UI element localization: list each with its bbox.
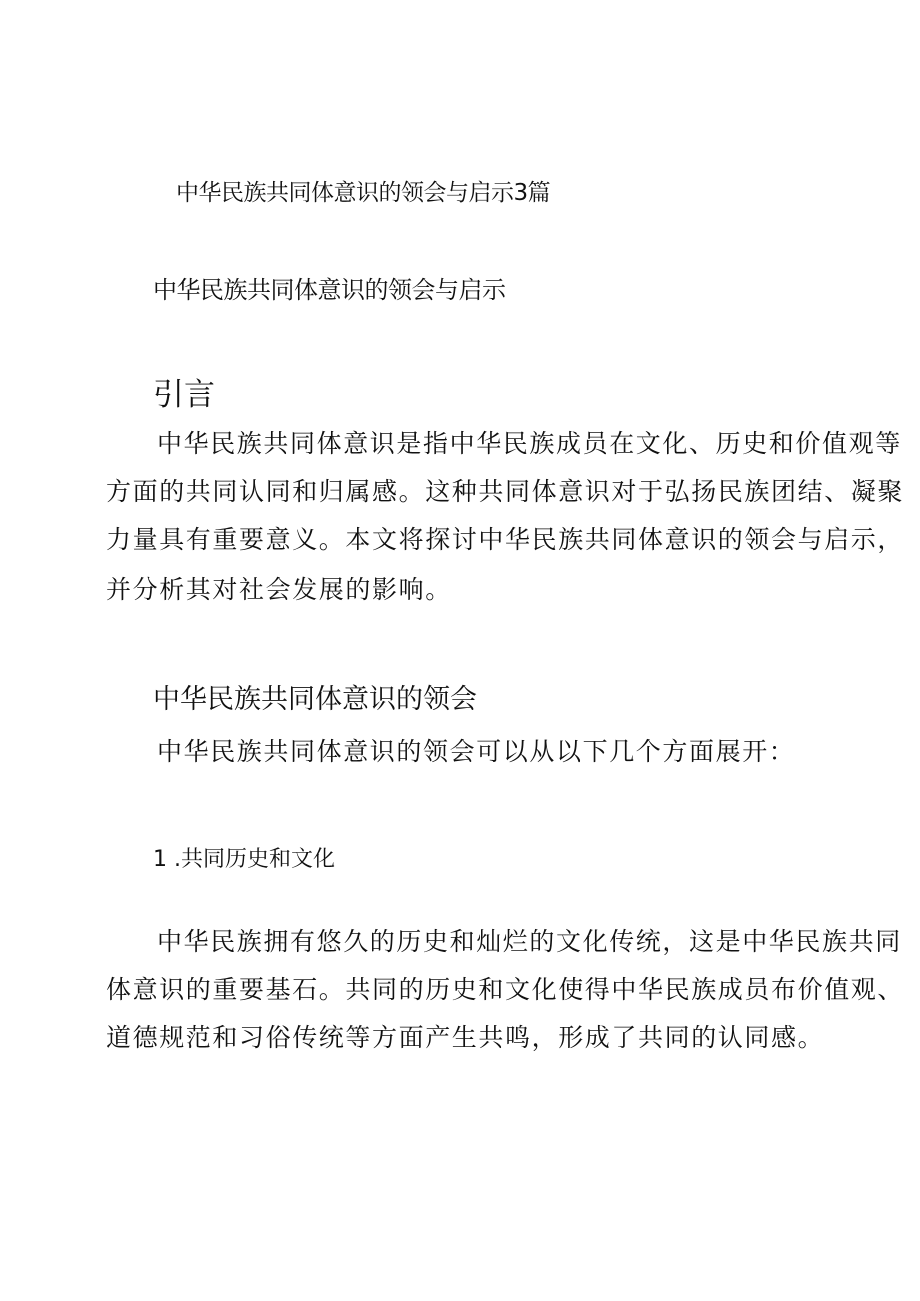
subsection-line-2: 体意识的重要基石。共同的历史和文化使得中华民族成员布价值观、 bbox=[106, 975, 905, 1004]
section-line-1: 中华民族共同体意识的领会可以从以下几个方面展开： bbox=[157, 737, 796, 766]
document-subtitle: 中华民族共同体意识的领会与启示 bbox=[153, 276, 506, 304]
subsection-line-3: 道德规范和习俗传统等方面产生共鸣，形成了共同的认同感。 bbox=[106, 1023, 825, 1052]
intro-line-3: 力量具有重要意义。本文将探讨中华民族共同体意识的领会与启示， bbox=[106, 525, 905, 554]
intro-line-4: 并分析其对社会发展的影响。 bbox=[106, 575, 452, 604]
section-heading: 中华民族共同体意识的领会 bbox=[153, 684, 477, 715]
intro-heading: 引言 bbox=[153, 377, 215, 413]
subsection-heading: 1 .共同历史和文化 bbox=[153, 847, 335, 872]
subsection-line-1: 中华民族拥有悠久的历史和灿烂的文化传统，这是中华民族共同 bbox=[157, 927, 902, 956]
document-title: 中华民族共同体意识的领会与启示3篇 bbox=[176, 180, 551, 206]
intro-line-1: 中华民族共同体意识是指中华民族成员在文化、历史和价值观等 bbox=[157, 429, 902, 458]
intro-line-2: 方面的共同认同和归属感。这种共同体意识对于弘扬民族团结、凝聚 bbox=[106, 477, 905, 506]
